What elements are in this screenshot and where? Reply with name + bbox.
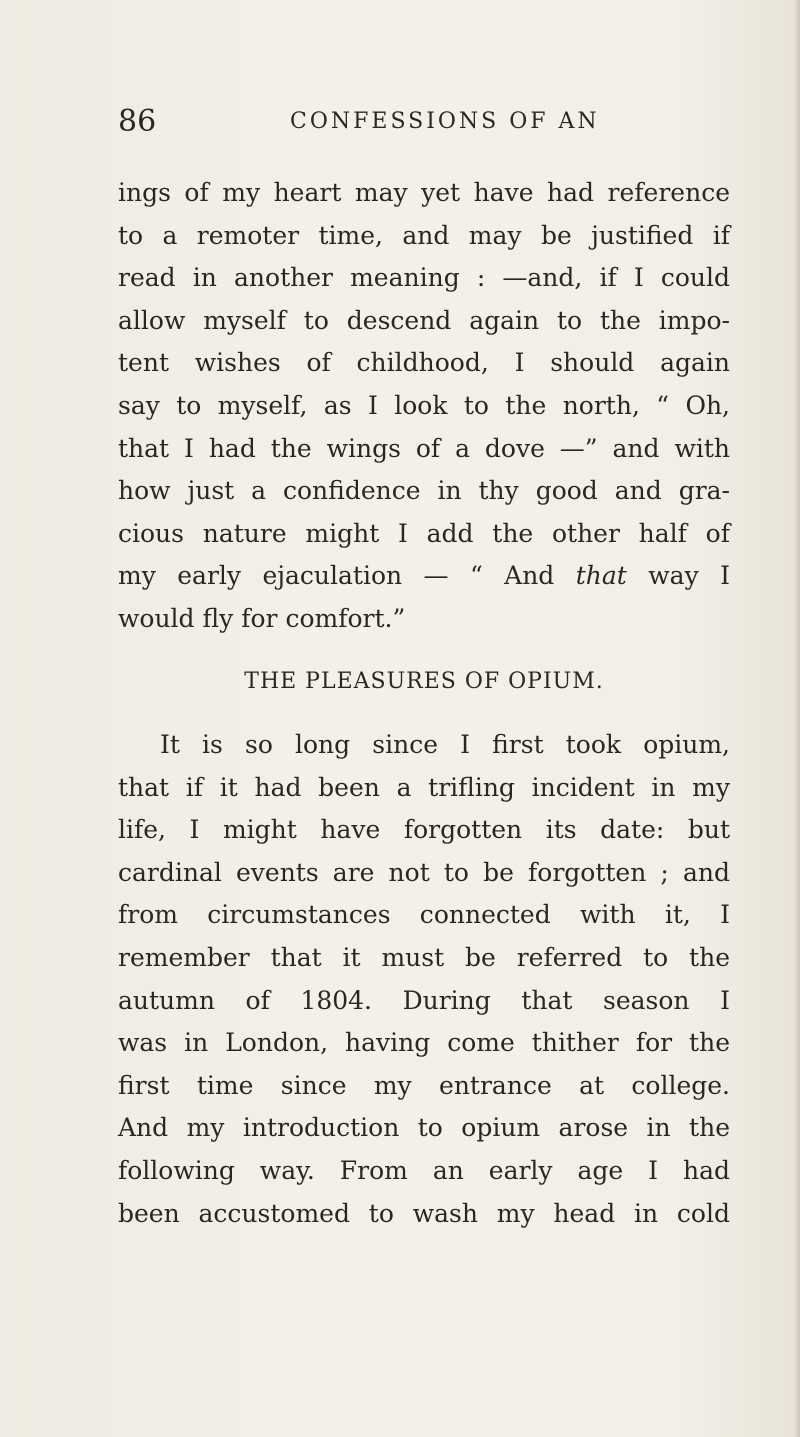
- text-line: cious nature might I add the other half of: [118, 518, 730, 548]
- paragraph-one: [118, 172, 730, 641]
- page-number: 86: [118, 104, 157, 139]
- text-segment: my early ejaculation — “ And: [118, 561, 576, 591]
- text-line: to a remoter time, and may be justified if: [118, 220, 730, 250]
- text-line: cardinal events are not to be forgotten ; and: [118, 857, 730, 887]
- text-line: that if it had been a trifling incident in my: [118, 772, 730, 802]
- text-segment: way I: [626, 561, 730, 591]
- italic-emphasis: that: [575, 561, 627, 591]
- text-line-with-emphasis: [118, 555, 730, 598]
- text-line: following way. From an early age I had: [118, 1155, 730, 1185]
- text-line: And my introduction to opium arose in the: [118, 1113, 730, 1143]
- text-line: read in another meaning : —and, if I could: [118, 263, 730, 293]
- text-line: that I had the wings of a dove —” and with: [118, 433, 730, 463]
- text-line: was in London, having come thither for the: [118, 1028, 730, 1058]
- page-edge-shadow: [794, 0, 800, 1437]
- paragraph-two: [118, 724, 730, 1235]
- text-line: from circumstances connected with it, I: [118, 900, 730, 930]
- text-line: remember that it must be referred to the: [118, 942, 730, 972]
- text-line: how just a confidence in thy good and gra-: [118, 476, 730, 506]
- section-heading: THE PLEASURES OF OPIUM.: [244, 669, 604, 694]
- page-header: [118, 100, 718, 144]
- text-line: ings of my heart may yet have had reference: [118, 178, 730, 207]
- text-line: It is so long since I first took opium,: [160, 730, 730, 759]
- running-head: CONFESSIONS OF AN: [290, 109, 600, 134]
- text-line: first time since my entrance at college.: [118, 1070, 730, 1100]
- text-line: allow myself to descend again to the impo-: [118, 305, 730, 335]
- text-line: been accustomed to wash my head in cold: [118, 1198, 730, 1228]
- text-line: autumn of 1804. During that season I: [118, 985, 730, 1015]
- text-line: say to myself, as I look to the north, “ Oh,: [118, 390, 730, 420]
- text-line: tent wishes of childhood, I should again: [118, 348, 730, 378]
- text-line: would fly for comfort.”: [118, 603, 406, 633]
- text-line: life, I might have forgotten its date: but: [118, 815, 730, 845]
